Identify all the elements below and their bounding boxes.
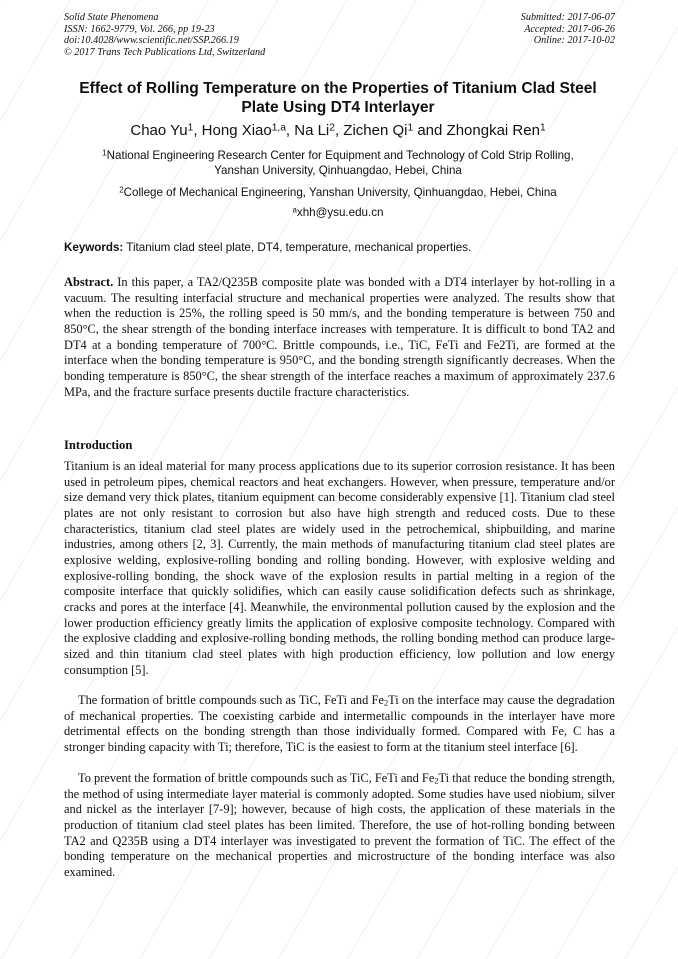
title-line-2: Plate Using DT4 Interlayer (241, 99, 435, 116)
author-name: Hong Xiao (201, 122, 272, 139)
journal-header-right (521, 12, 615, 47)
author-affiliation-mark: 1 (539, 122, 546, 134)
author-list (60, 121, 616, 141)
keywords-text: Titanium clad steel plate, DT4, temperature, mechanical properties. (123, 241, 472, 254)
issn: ISSN: 1662-9779, Vol. 266, pp 19-23 (64, 23, 215, 35)
author-separator: , (193, 122, 202, 139)
intro-paragraph-2 (64, 693, 615, 756)
section-heading-introduction: Introduction (64, 438, 133, 452)
affiliation-1 (60, 148, 616, 178)
affiliation-line: National Engineering Research Center for Equipment and Technology of Cold Strip Rolling, (106, 149, 574, 162)
abstract-label: Abstract. (64, 275, 114, 289)
author-affiliation-mark: 1 (407, 122, 414, 134)
keywords (64, 240, 615, 255)
author-separator: and (413, 122, 447, 139)
author-name: Chao Yu (130, 122, 188, 139)
copyright: © 2017 Trans Tech Publications Ltd, Switzerland (64, 46, 266, 58)
accepted-date: Accepted: 2017-06-26 (524, 23, 615, 35)
paragraph-text: Ti that reduce the bonding strength, the method of using intermediate layer material is commonly adopted. Some studies have used niobium, silver and nickel as the interlayer [7-9]; however, because of high costs, the application of these materials in the production of titanium clad steel plates has been limited. Therefore, the use of hot-rolling bonding between TA2 and Q235B using a DT4 interlayer was investigated to prevent the formation of TiC. The effect of the bonding temperature on the mechanical properties and microstructure of the bonding interface was also examined. (64, 771, 615, 879)
affiliation-mark: 2 (119, 185, 124, 195)
journal-header-left (64, 12, 265, 58)
affiliation-2 (60, 185, 616, 200)
title-line-1: Effect of Rolling Temperature on the Properties of Titanium Clad Steel (79, 80, 597, 97)
subscript: 2 (383, 697, 389, 708)
author-name: Na Li (294, 122, 330, 139)
author-name: Zichen Qi (343, 122, 408, 139)
affiliation-mark: 1 (102, 148, 107, 158)
paragraph-text: Ti on the interface may cause the degradation of mechanical properties. The coexisting carbide and intermetallic compounds in the interlayer have more detrimental effects on the bonding strength than those individually formed. Compared with Fe, C has a stronger binding capacity with Ti; therefore, TiC is the easiest to form at the titanium steel interface [6]. (64, 693, 616, 754)
intro-paragraph-1: Titanium is an ideal material for many process applications due to its superior corrosion resistance. It has been used in petroleum pipes, chemical reactors and heat exchangers. However, when pressure, temperature and/or size demand very thick plates, titanium equipment can become considerably expensive [1]. Titanium clad steel plates are not only resistant to corrosion but also have high strength and reduced costs. Due to these characteristics, titanium clad steel plates are widely used in the petrochemical, shipbuilding, and marine industries, among others [2, 3]. Currently, the main methods of manufacturing titanium clad steel plates are explosive welding, explosive-rolling bonding and rolling bonding. However, with explosive welding and explosive-rolling bonding, the shock wave of the explosion results in partial melting in a region of the composite interface that quickly solidifies, which can easily cause solidification defects such as shrinkage, cracks and pores at the interface [4]. Meanwhile, the environmental pollution caused by the explosion and the lower production efficiency greatly limits the application of explosive composite technology. Compared with the explosive cladding and explosive-rolling bonding methods, the rolling bonding method can produce large-sized and thin titanium clad steel plates with high production efficiency, low pollution and low energy consumption [5]. (64, 459, 615, 677)
doi: doi:10.4028/www.scientific.net/SSP.266.19 (64, 35, 239, 47)
affiliation-line: Yanshan University, Qinhuangdao, Hebei, China (214, 164, 462, 177)
author-separator: , (334, 122, 344, 139)
online-date: Online: 2017-10-02 (533, 35, 615, 47)
author-separator: , (285, 122, 295, 139)
author-affiliation-mark: 1,a (271, 122, 286, 134)
paragraph-text: The formation of brittle compounds such as TiC, FeTi and Fe (78, 693, 384, 707)
abstract (64, 275, 615, 400)
corresponding-email (60, 205, 616, 220)
affiliation-line: College of Mechanical Engineering, Yanshan University, Qinhuangdao, Hebei, China (123, 186, 557, 199)
author-name: Zhongkai Ren (446, 122, 540, 139)
intro-paragraph-3 (64, 771, 615, 881)
email-address: xhh@ysu.edu.cn (296, 206, 384, 219)
submitted-date: Submitted: 2017-06-07 (520, 12, 615, 23)
author-affiliation-mark: 2 (329, 122, 335, 134)
journal-name: Solid State Phenomena (64, 12, 159, 23)
subscript: 2 (434, 775, 439, 786)
email-mark: a (292, 205, 297, 215)
author-affiliation-mark: 1 (187, 122, 194, 134)
keywords-label: Keywords: (64, 241, 124, 254)
paper-title (60, 79, 616, 117)
paragraph-text: To prevent the formation of brittle compounds such as TiC, FeTi and Fe (78, 771, 435, 785)
abstract-text: In this paper, a TA2/Q235B composite plate was bonded with a DT4 interlayer by hot-rolling in a vacuum. The resulting interfacial structure and mechanical properties were analyzed. The results show that when the reduction is 25%, the rolling speed is 50 mm/s, and the bonding temperature is between 750 and 850°C, the shear strength of the bonding interface increases with temperature. It is difficult to bond TA2 and DT4 at a bonding temperature of 700°C. Brittle compounds, i.e., TiC, FeTi and Fe2Ti, are formed at the interface when the bonding temperature is 950°C, and the bonding strength significantly decreases. When the bonding temperature is 850°C, the shear strength of the interface reaches a maximum of approximately 237.6 MPa, and the fracture surface presents ductile fracture characteristics. (64, 275, 615, 399)
